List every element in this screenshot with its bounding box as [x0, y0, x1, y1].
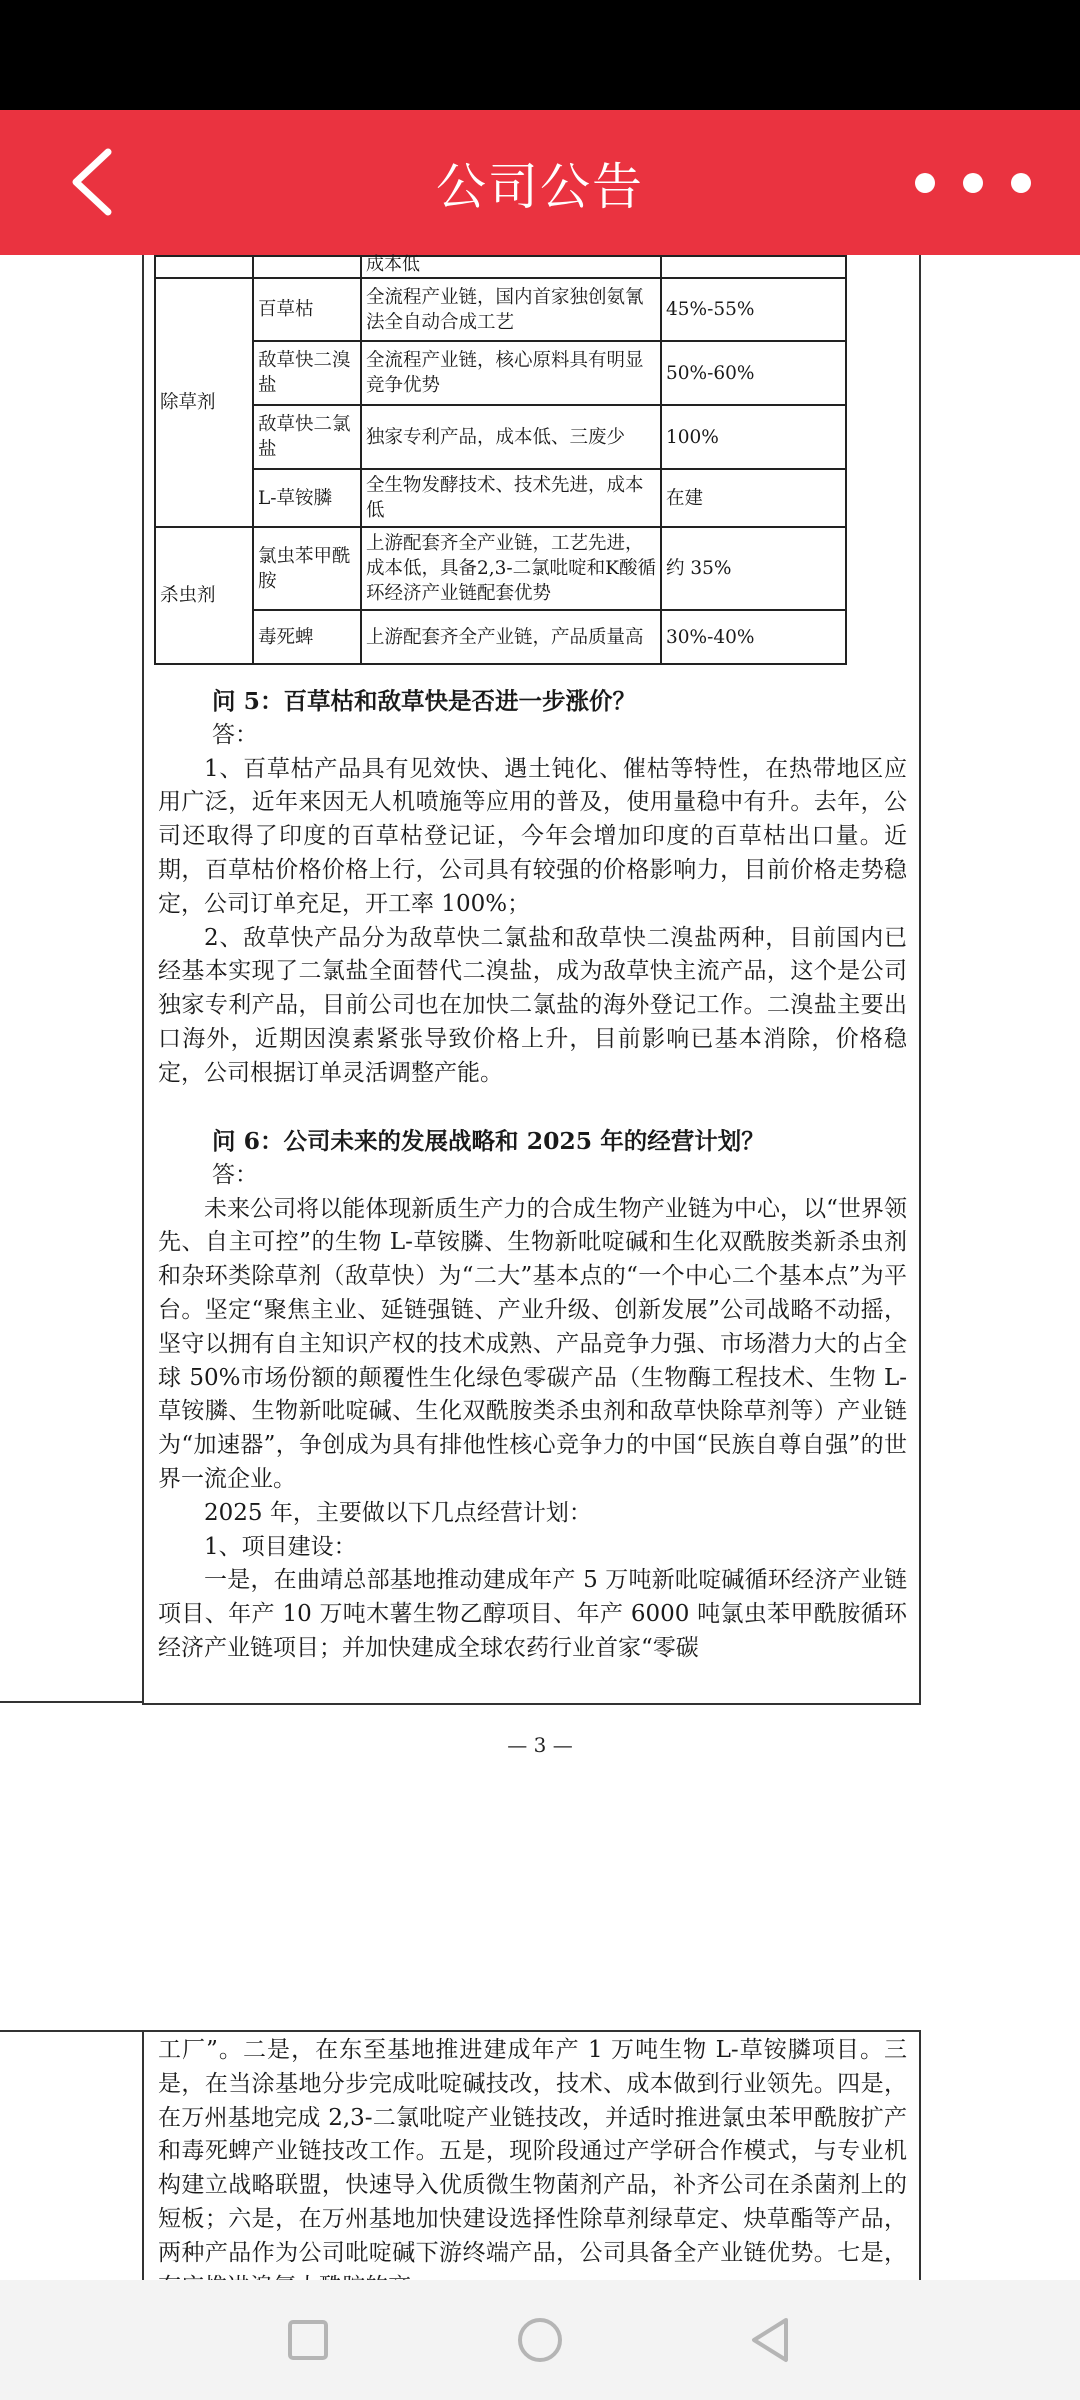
table-row: [155, 469, 846, 527]
recent-apps-button[interactable]: [278, 2310, 338, 2370]
q5-section: [144, 685, 919, 1091]
circle-icon: [510, 2310, 570, 2370]
q6-paragraph-3: 1、项目建设：: [204, 1533, 357, 1560]
table-share-cell: 50%-60%: [661, 341, 846, 405]
table-advantage-cell: 上游配套齐全产业链，产品质量高: [361, 610, 661, 664]
table-product-cell: 敌草快二溴盐: [253, 341, 361, 405]
table-product-cell: L-草铵膦: [253, 469, 361, 527]
table-share-cell: 在建: [661, 469, 846, 527]
square-icon: [278, 2310, 338, 2370]
document-viewer[interactable]: [0, 255, 1080, 2280]
q6-paragraph-4: 一是，在曲靖总部基地推动建成年产 5 万吨新吡啶碱循环经济产业链项目、年产 10 万吨木薯生物乙醇项目、年产 6000 吨氯虫苯甲酰胺循环经济产业链项目；并加快建成全球农药行业首家“零碳: [158, 1567, 907, 1661]
q6-answer-label: 答：: [212, 1161, 258, 1188]
page-title: 公司公告: [436, 157, 644, 216]
page4-body: [144, 2034, 919, 2304]
q6-paragraph-1: 未来公司将以能体现新质生产力的合成生物产业链为中心，以“世界领先、自主可控”的生物 L-草铵膦、生物新吡啶碱和生化双酰胺类新杀虫剂和杂环类除草剂（敌草快）为“二大”基本点的“一个中心二个基本点”为平台。坚定“聚焦主业、延链强链、产业升级、创新发展”公司战略不动摇，坚守以拥有自主知识产权的技术成熟、产品竞争力强、市场潜力大的占全球 50%市场份额的颠覆性生化绿色零碳产品（生物酶工程技术、生物 L-草铵膦、生物新吡啶碱、生化双酰胺类杀虫剂和敌草快除草剂等）产业链为“加速器”，争创成为具有排他性核心竞争力的中国“民族自尊自强”的世界一流企业。: [158, 1195, 907, 1492]
table-advantage-cell: 全流程产业链，国内首家独创氨氰法全自动合成工艺: [361, 278, 661, 341]
table-share-cell: 45%-55%: [661, 278, 846, 341]
back-nav-button[interactable]: [740, 2310, 800, 2370]
table-advantage-cell: 全流程产业链，核心原料具有明显竞争优势: [361, 341, 661, 405]
q6-paragraph-2: 2025 年，主要做以下几点经营计划：: [204, 1499, 592, 1526]
more-button[interactable]: [908, 166, 1038, 200]
q5-paragraph-2: 2、敌草快产品分为敌草快二氯盐和敌草快二溴盐两种，目前国内已经基本实现了二氯盐全面替代二溴盐，成为敌草快主流产品，这个是公司独家专利产品，目前公司也在加快二氯盐的海外登记工作。二溴盐主要出口海外，近期因溴素紧张导致价格上升，目前影响已基本消除，价格稳定，公司根据订单灵活调整产能。: [158, 924, 907, 1086]
page-divider-line: [0, 2030, 142, 2032]
triangle-back-icon: [740, 2310, 800, 2370]
product-table: [154, 255, 847, 665]
table-row: [155, 278, 846, 341]
status-bar: [0, 0, 1080, 110]
table-row: [155, 256, 846, 278]
table-category-cell: 除草剂: [155, 278, 253, 527]
table-row: [155, 341, 846, 405]
table-share-cell: 30%-40%: [661, 610, 846, 664]
table-advantage-cell: 独家专利产品，成本低、三废少: [361, 405, 661, 469]
table-product-cell: 氯虫苯甲酰胺: [253, 527, 361, 610]
table-product-cell: 毒死蜱: [253, 610, 361, 664]
more-dots-icon: [908, 166, 1038, 200]
table-share-cell: 100%: [661, 405, 846, 469]
q6-section: [144, 1125, 919, 1666]
q5-question: 问 5：百草枯和敌草快是否进一步涨价？: [212, 687, 637, 715]
table-advantage-cell: 全生物发酵技术、技术先进，成本低: [361, 469, 661, 527]
back-button[interactable]: [62, 146, 132, 218]
q6-question: 问 6：公司未来的发展战略和 2025 年的经营计划？: [212, 1127, 765, 1155]
table-product-cell: 敌草快二氯盐: [253, 405, 361, 469]
table-row: [155, 527, 846, 610]
title-bar: [0, 110, 1080, 255]
system-nav-bar: [0, 2280, 1080, 2400]
table-cell: 成本低: [366, 254, 420, 275]
table-category-cell: 杀虫剂: [155, 527, 253, 664]
page-number: — 3 —: [507, 1733, 573, 1757]
page-divider-line: [0, 1701, 142, 1703]
home-button[interactable]: [510, 2310, 570, 2370]
table-row: [155, 610, 846, 664]
back-arrow-icon: [62, 146, 132, 218]
table-product-cell: 百草枯: [253, 278, 361, 341]
document-page-3: [142, 255, 921, 1705]
page4-paragraph: 工厂”。二是，在东至基地推进建成年产 1 万吨生物 L-草铵膦项目。三是，在当涂基地分步完成吡啶碱技改，技术、成本做到行业领先。四是，在万州基地完成 2,3-二氯吡啶产业链技改，并适时推进氯虫苯甲酰胺扩产和毒死蜱产业链技改工作。五是，现阶段通过产学研合作模式，与专业机构建立战略联盟，快速导入优质微生物菌剂产品，补齐公司在杀菌剂上的短板；六是，在万州基地加快建设选择性除草剂绿草定、炔草酯等产品，两种产品作为公司吡啶碱下游终端产品，公司具备全产业链优势。七是，: [158, 2037, 907, 2266]
table-advantage-cell: 上游配套齐全产业链，工艺先进，成本低，具备2,3-二氯吡啶和K酸循环经济产业链配套优势: [361, 527, 661, 610]
q5-paragraph-1: 1、百草枯产品具有见效快、遇土钝化、催枯等特性，在热带地区应用广泛，近年来因无人机喷施等应用的普及，使用量稳中有升。去年，公司还取得了印度的百草枯登记证，今年会增加印度的百草枯出口量。近期，百草枯价格价格上行，公司具有较强的价格影响力，目前价格走势稳定，公司订单充足，开工率 100%；: [158, 755, 907, 917]
table-row: [155, 405, 846, 469]
table-share-cell: 约 35%: [661, 527, 846, 610]
q5-answer-label: 答：: [212, 721, 258, 748]
